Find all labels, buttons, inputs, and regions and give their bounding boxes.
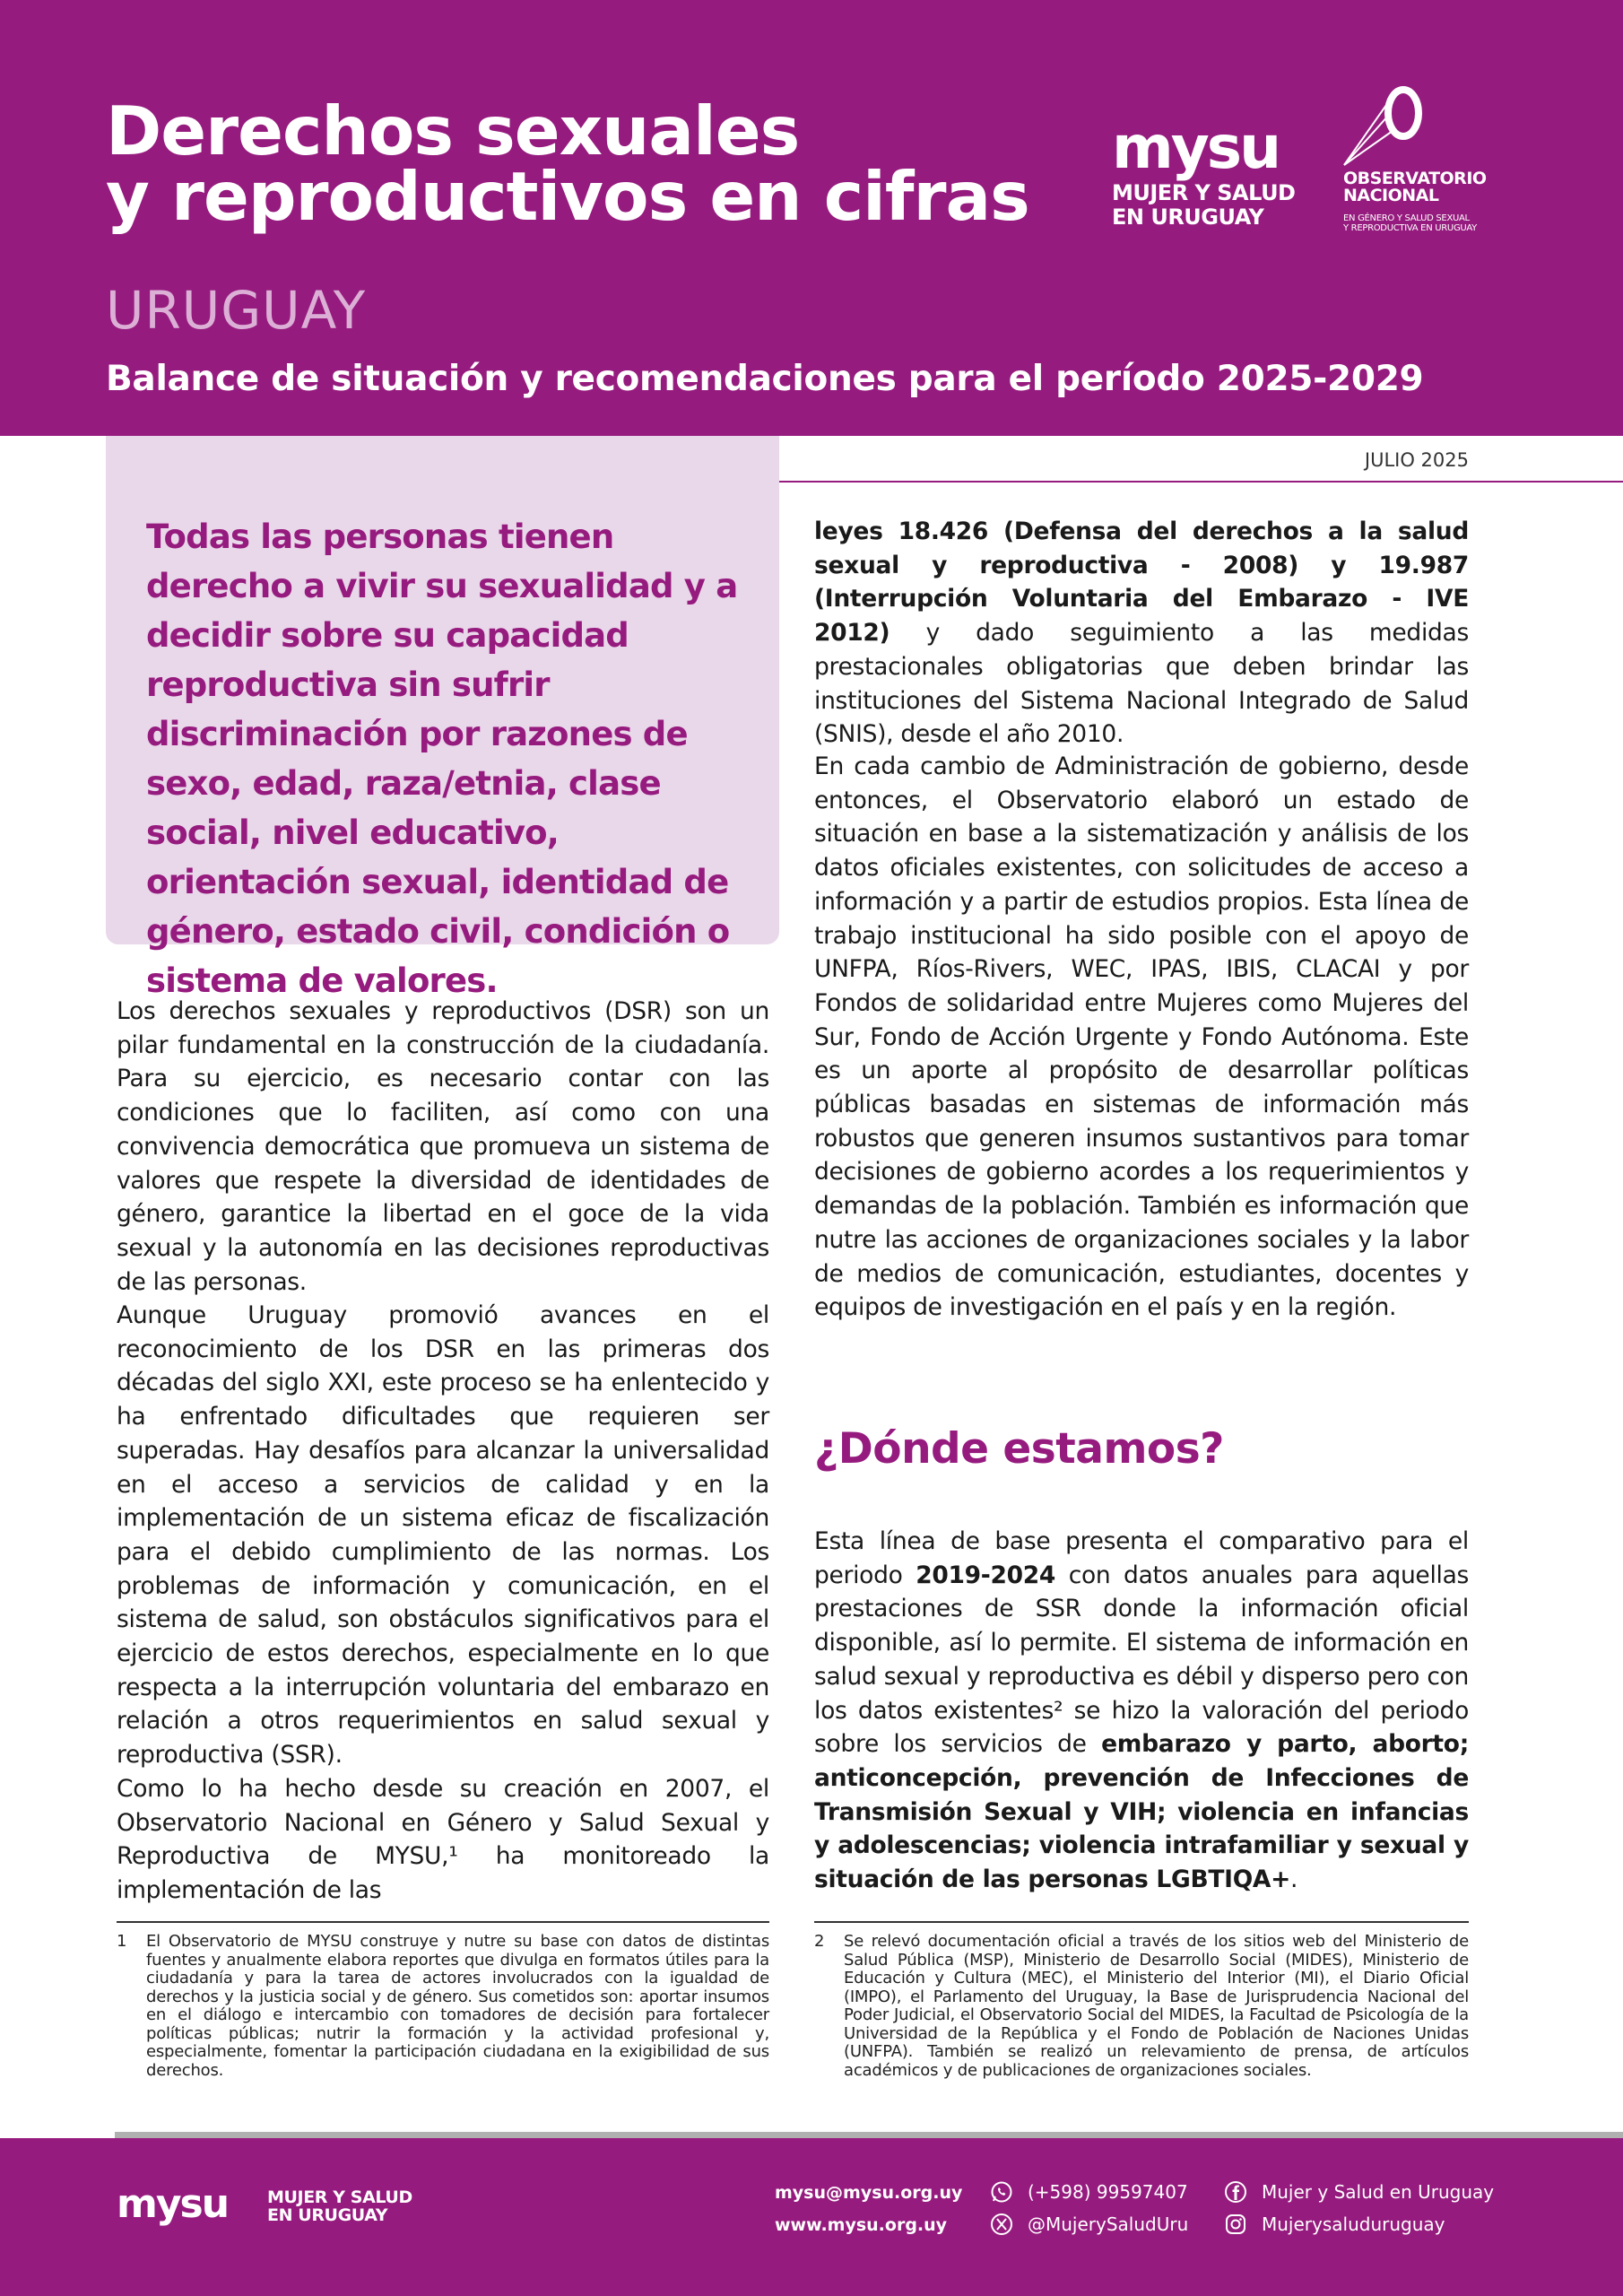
footnote-2-number: 2: [814, 1932, 825, 1951]
observatorio-logo-title: OBSERVATORIO NACIONAL: [1343, 169, 1487, 205]
country-label: URUGUAY: [106, 280, 367, 341]
instagram-icon: [1224, 2213, 1247, 2236]
left-paragraph-2: Aunque Uruguay promovió avances en el reconocimiento de los DSR en las primeras dos décadas del siglo XXI, este proceso se ha enlentecido y ha enfrentado dificultades que requieren ser superadas. Hay desafíos para alcanzar la universalidad en el acceso a servicios de calidad y en la implementación de un sistema eficaz de fiscalización para el debido cumplimiento de las normas. Los problemas de información y comunicación, en el sistema de salud, son obstáculos significativos para el ejercicio de estos derechos, especialmente en lo que respecta a la interrupción voluntaria del embarazo en relación a otros requerimientos en salud sexual y reproductiva (SSR).: [117, 1301, 769, 1770]
observatorio-logo-subtitle: EN GÉNERO Y SALUD SEXUAL Y REPRODUCTIVA EN URUGUAY: [1343, 213, 1477, 233]
mysu-logo-tag-2: EN URUGUAY: [1112, 204, 1264, 230]
footnote-2-text: Se relevó documentación oficial a través de los sitios web del Ministerio de Salud Pública (MSP), Ministerio de Desarrollo Social (MIDES), Ministerio de Educación y Cultura (MEC), el Ministerio del Interior (MI), el Diario Oficial (IMPO), el Parlamento del Uruguay, la Base de Jurisprudencia Nacional del Poder Judicial, el Observatorio Social del MIDES, la Facultad de Psicología de la Universidad de la República y el Fondo de Población de Naciones Unidas (UNFPA). También se realizó un relevamiento de prensa, de artículos académicos y de publicaciones de organizaciones sociales.: [844, 1932, 1469, 2080]
header-banner: [0, 0, 1623, 436]
laws-reference: leyes 18.426 (Defensa del derechos a la salud sexual y reproductiva - 2008) y 19.987 (Interrupción Voluntaria del Embarazo - IVE 2012): [814, 517, 1469, 648]
observatorio-emblem-icon: [1341, 81, 1484, 170]
services-bold: embarazo y parto, aborto; anticoncepción, prevención de Infecciones de Transmisión Sexual y VIH; violencia en infancias y adolescencias; violencia intrafamiliar y sexual y situación de las personas LGBTIQA+: [814, 1730, 1469, 1894]
observatorio-logo: [1341, 81, 1487, 242]
header-divider: [779, 481, 1623, 483]
footer: [0, 2138, 1623, 2296]
period-bold: 2019-2024: [916, 1561, 1056, 1589]
footnote-2: [814, 1933, 1469, 2080]
title-line-2: y reproductivos en cifras: [106, 157, 1029, 236]
footer-facebook[interactable]: Mujer y Salud en Uruguay: [1224, 2180, 1494, 2204]
footer-email[interactable]: mysu@mysu.org.uy: [775, 2183, 963, 2203]
footer-logo: [117, 2181, 412, 2227]
footer-instagram[interactable]: Mujerysaluduruguay: [1224, 2213, 1445, 2236]
footer-website[interactable]: www.mysu.org.uy: [775, 2215, 948, 2235]
left-paragraph-3: Como lo ha hecho desde su creación en 2007, el Observatorio Nacional en Género y Salud Sexual y Reproductiva de MYSU,¹ ha monitoreado la implementación de las: [117, 1775, 769, 1905]
footer-logo-word: mysu: [117, 2181, 229, 2227]
mysu-logo: [1112, 113, 1296, 230]
footer-x[interactable]: @MujerySaludUru: [990, 2213, 1188, 2236]
footnote-divider-left: [117, 1921, 769, 1923]
left-paragraph-1: Los derechos sexuales y reproductivos (DSR) son un pilar fundamental en la construcción de la ciudadanía. Para su ejercicio, es necesario contar con las condiciones que lo faciliten, así como con una convivencia democrática que promueva un sistema de valores que respete la diversidad de identidades de género, garantice la libertad en el goce de la vida sexual y la autonomía en las decisiones reproductivas de las personas.: [117, 997, 769, 1296]
whatsapp-icon: [990, 2180, 1013, 2204]
right-paragraph-2: En cada cambio de Administración de gobierno, desde entonces, el Observatorio elaboró un estado de situación en base a la sistematización y análisis de los datos oficiales existentes, con solicitudes de acceso a información y a partir de estudios propios. Esta línea de trabajo institucional ha sido posible con el apoyo de UNFPA, Ríos-Rivers, WEC, IPAS, IBIS, CLACAI y por Fondos de solidaridad entre Mujeres como Mujeres del Sur, Fondo de Acción Urgente y Fondo Autónoma. Este es un aporte al propósito de desarrollar políticas públicas basadas en sistemas de información más robustos que generen insumos sustantivos para tomar decisiones de gobierno acordes a los requerimientos y demandas de la población. También es información que nutre las acciones de organizaciones sociales y la labor de medios de comunicación, estudiantes, docentes y equipos de investigación en el país y en la región.: [814, 752, 1469, 1322]
right-paragraph-1: leyes 18.426 (Defensa del derechos a la salud sexual y reproductiva - 2008) y 19.987 (Interrupción Voluntaria del Embarazo - IVE 2012) y dado seguimiento a las medidas prestacionales obligatorias que deben brindar las instituciones del Sistema Nacional Integrado de Salud (SNIS), desde el año 2010.: [814, 517, 1469, 749]
footnote-1-text: El Observatorio de MYSU construye y nutre su base con datos de distintas fuentes y anualmente elabora reportes que divulga en formatos útiles para la ciudadanía y para la tarea de actores involucrados con la igualdad de derechos y la justicia social y de género. Sus cometidos son: aportar insumos en el diálogo e intercambio con tomadores de decisión para fortalecer políticas públicas; nutrir la formación y la actividad profesional y, especialmente, fomentar la participación ciudadana en la exigibilidad de sus derechos.: [146, 1932, 769, 2080]
footer-logo-tag: MUJER Y SALUD EN URUGUAY: [267, 2187, 412, 2225]
mysu-logo-word: mysu: [1112, 113, 1280, 182]
footnote-divider-right: [814, 1921, 1469, 1923]
x-icon: [990, 2213, 1013, 2236]
footnote-1-number: 1: [117, 1932, 127, 1951]
footer-whatsapp[interactable]: (+598) 99597407: [990, 2180, 1188, 2204]
publication-date: JULIO 2025: [1364, 449, 1469, 471]
footnote-1: [117, 1933, 769, 2080]
footer-divider: [115, 2132, 1623, 2138]
facebook-icon: [1224, 2180, 1247, 2204]
document-title: [106, 91, 1029, 236]
title-line-1: Derechos sexuales: [106, 91, 800, 170]
mysu-logo-tag-1: MUJER Y SALUD: [1112, 180, 1296, 205]
right-paragraph-3: Esta línea de base presenta el comparativo para el periodo 2019-2024 con datos anuales para aquellas prestaciones de SSR donde la información oficial disponible, así lo permite. El sistema de información en salud sexual y reproductiva es débil y disperso pero con los datos existentes² se hizo la valoración del periodo sobre los servicios de embarazo y parto, aborto; anticoncepción, prevención de Infecciones de Transmisión Sexual y VIH; violencia en infancias y adolescencias; violencia intrafamiliar y sexual y situación de las personas LGBTIQA+.: [814, 1527, 1470, 1894]
highlight-quote: Todas las personas tienen derecho a vivir su sexualidad y a decidir sobre su capacidad reproductiva sin sufrir discriminación por razones de sexo, edad, raza/etnia, clase social, nivel educativo, orientación sexual, identidad de género, estado civil, condición o sistema de valores.: [146, 517, 738, 1000]
section-title: ¿Dónde estamos?: [814, 1424, 1224, 1474]
document-subtitle: Balance de situación y recomendaciones para el período 2025-2029: [106, 359, 1424, 399]
